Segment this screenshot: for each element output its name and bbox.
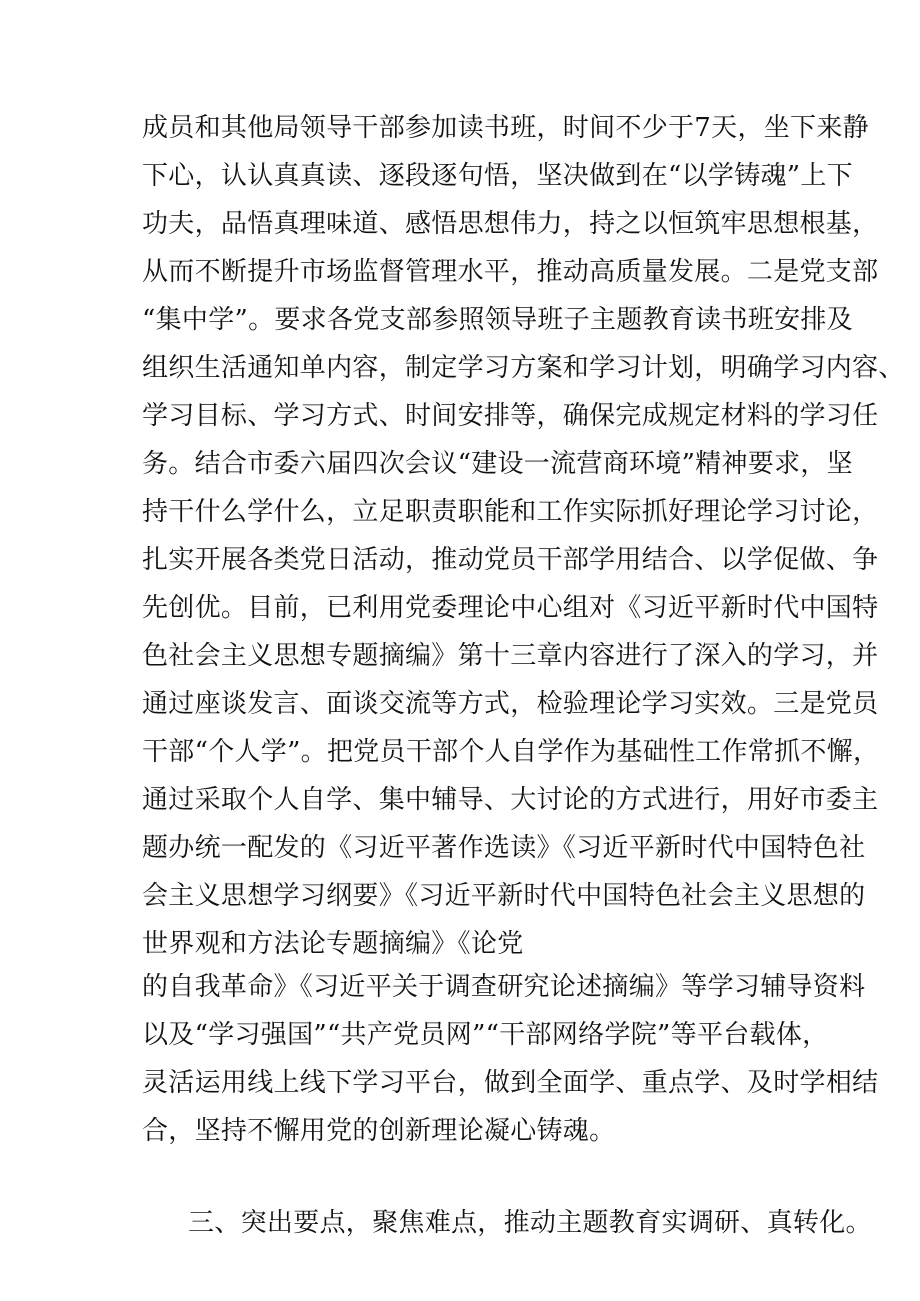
paragraph-line: 通过座谈发言、面谈交流等方式，检验理论学习实效。三是党员 xyxy=(142,689,879,719)
paragraph-line: 学习目标、学习方式、时间安排等，确保完成规定材料的学习任 xyxy=(142,401,879,431)
paragraph-line: 合，坚持不懈用党的创新理论凝心铸魂。 xyxy=(142,1116,616,1146)
paragraph-line: “集中学”。要求各党支部参照领导班子主题教育读书班安排及 xyxy=(142,305,853,335)
paragraph-line: 干部“个人学”。把党员干部个人自学作为基础性工作常抓不懈， xyxy=(142,737,880,767)
paragraph-line: 扎实开展各类党日活动，推动党员干部学用结合、以学促做、争 xyxy=(142,545,879,575)
paragraph-line: 务。结合市委六届四次会议“建设一流营商环境”精神要求，坚 xyxy=(142,449,853,479)
paragraph-line: 组织生活通知单内容，制定学习方案和学习计划，明确学习内容、 xyxy=(142,353,905,383)
paragraph-line: 下心，认认真真读、逐段逐句悟，坚决做到在“以学铸魂”上下 xyxy=(142,161,853,191)
paragraph-line: 成员和其他局领导干部参加读书班，时间不少于7天，坐下来静 xyxy=(142,113,869,143)
paragraph-line: 会主义思想学习纲要》《习近平新时代中国特色社会主义思想的 xyxy=(142,881,866,911)
paragraph-line: 题办统一配发的《习近平著作选读》《习近平新时代中国特色社 xyxy=(142,833,866,863)
section-heading: 三、突出要点，聚焦难点，推动主题教育实调研、真转化。 xyxy=(188,1208,872,1238)
paragraph-line: 通过采取个人自学、集中辅导、大讨论的方式进行，用好市委主 xyxy=(142,785,879,815)
paragraph-line: 功夫，品悟真理味道、感悟思想伟力，持之以恒筑牢思想根基， xyxy=(142,209,879,239)
paragraph-line: 先创优。目前，已利用党委理论中心组对《习近平新时代中国特 xyxy=(142,593,879,623)
paragraph-line: 色社会主义思想专题摘编》第十三章内容进行了深入的学习，并 xyxy=(142,641,879,671)
paragraph-line: 的自我革命》《习近平关于调查研究论述摘编》等学习辅导资料 xyxy=(142,972,866,1002)
paragraph-line: 持干什么学什么，立足职责职能和工作实际抓好理论学习讨论， xyxy=(142,497,879,527)
paragraph-line: 以及“学习强国”“共产党员网”“干部网络学院”等平台载体， xyxy=(142,1020,829,1050)
paragraph-line: 世界观和方法论专题摘编》《论党 xyxy=(142,929,524,959)
paragraph-line: 从而不断提升市场监督管理水平，推动高质量发展。二是党支部 xyxy=(142,257,879,287)
paragraph-line: 灵活运用线上线下学习平台，做到全面学、重点学、及时学相结 xyxy=(142,1068,879,1098)
